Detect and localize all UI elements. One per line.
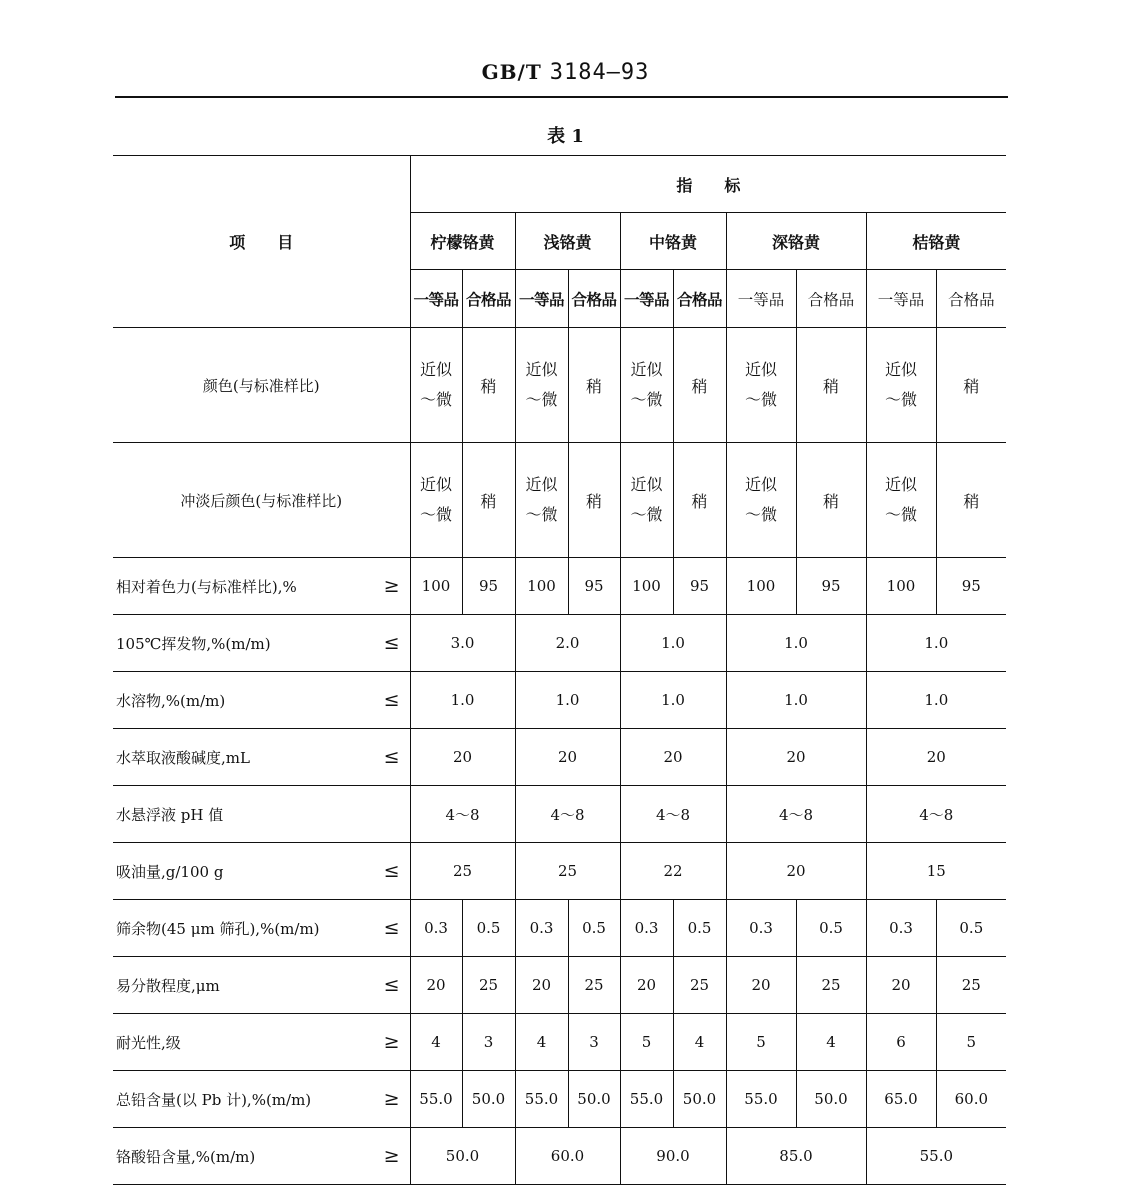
- item-cell: [113, 1071, 410, 1128]
- grade-first: 一等品: [866, 270, 936, 328]
- value-cell: [866, 443, 936, 558]
- value-line: 近似: [884, 360, 917, 379]
- value-line: 近似: [744, 360, 777, 379]
- value-cell: 65.0: [866, 1071, 936, 1128]
- value-cell: 55.0: [866, 1128, 1006, 1185]
- item-label: 水悬浮液 pH 值: [116, 805, 224, 824]
- value-line: ～微: [884, 390, 917, 409]
- table-row: [113, 1071, 1006, 1128]
- item-cell: [113, 443, 410, 558]
- value-cell: 0.5: [568, 900, 620, 957]
- item-cell: [113, 786, 410, 843]
- item-cell: [113, 843, 410, 900]
- value-cell: 100: [410, 558, 462, 615]
- item-cell: [113, 615, 410, 672]
- value-cell: 0.3: [620, 900, 673, 957]
- value-line: 近似: [419, 475, 452, 494]
- value-cell: 1.0: [620, 615, 726, 672]
- value-cell: 1.0: [866, 615, 1006, 672]
- value-cell: 25: [410, 843, 515, 900]
- table-row: [113, 558, 1006, 615]
- comparison-symbol: ≤: [383, 632, 400, 654]
- value-cell: 0.3: [410, 900, 462, 957]
- value-line: ～微: [525, 390, 558, 409]
- value-line: 近似: [419, 360, 452, 379]
- value-line: ～微: [419, 390, 452, 409]
- value-cell: 5: [936, 1014, 1006, 1071]
- value-cell: 3: [462, 1014, 515, 1071]
- item-label: 相对着色力(与标准样比),%: [116, 577, 297, 596]
- value-cell: 60.0: [936, 1071, 1006, 1128]
- value-cell: 90.0: [620, 1128, 726, 1185]
- value-cell: [515, 443, 568, 558]
- value-line: 近似: [525, 360, 558, 379]
- item-cell: [113, 672, 410, 729]
- value-cell: 4: [796, 1014, 866, 1071]
- product-header: 浅铬黄: [515, 213, 620, 270]
- item-label: 颜色(与标准样比): [202, 376, 320, 395]
- value-line: ～微: [419, 505, 452, 524]
- table-row: [113, 672, 1006, 729]
- value-cell: 3.0: [410, 615, 515, 672]
- value-cell: 95: [462, 558, 515, 615]
- header-rule: [115, 96, 1008, 98]
- value-cell: 20: [515, 729, 620, 786]
- value-cell: 25: [568, 957, 620, 1014]
- value-cell: 85.0: [726, 1128, 866, 1185]
- value-cell: 1.0: [726, 615, 866, 672]
- value-cell: 稍: [462, 328, 515, 443]
- standard-header: [0, 60, 1131, 85]
- item-label: 冲淡后颜色(与标准样比): [180, 491, 343, 510]
- value-cell: 55.0: [515, 1071, 568, 1128]
- value-cell: 0.5: [462, 900, 515, 957]
- comparison-symbol: ≤: [383, 860, 400, 882]
- value-cell: 20: [410, 729, 515, 786]
- value-cell: 2.0: [515, 615, 620, 672]
- value-cell: 50.0: [673, 1071, 726, 1128]
- item-label: 总铅含量(以 Pb 计),%(m/m): [116, 1090, 312, 1109]
- comparison-symbol: ≥: [383, 1031, 400, 1053]
- value-cell: 20: [726, 957, 796, 1014]
- standard-code: GB/T: [481, 60, 542, 84]
- value-cell: 4～8: [410, 786, 515, 843]
- comparison-symbol: ≤: [383, 974, 400, 996]
- value-cell: 稍: [568, 443, 620, 558]
- value-cell: [410, 443, 462, 558]
- table-row: [113, 328, 1006, 443]
- comparison-symbol: ≤: [383, 917, 400, 939]
- item-label: 吸油量,g/100 g: [116, 862, 224, 881]
- value-cell: 4～8: [726, 786, 866, 843]
- value-cell: 稍: [796, 328, 866, 443]
- value-cell: 20: [515, 957, 568, 1014]
- value-cell: 稍: [673, 328, 726, 443]
- item-cell: [113, 558, 410, 615]
- value-cell: 1.0: [410, 672, 515, 729]
- table-row: [113, 843, 1006, 900]
- item-cell: [113, 1014, 410, 1071]
- value-cell: 95: [568, 558, 620, 615]
- value-cell: 60.0: [515, 1128, 620, 1185]
- table-row: [113, 786, 1006, 843]
- value-cell: 55.0: [620, 1071, 673, 1128]
- value-cell: 25: [673, 957, 726, 1014]
- value-line: ～微: [525, 505, 558, 524]
- product-header: 中铬黄: [620, 213, 726, 270]
- table-row: [113, 957, 1006, 1014]
- item-label: 105℃挥发物,%(m/m): [116, 634, 271, 653]
- item-cell: [113, 900, 410, 957]
- product-header: 深铬黄: [726, 213, 866, 270]
- grade-first: 一等品: [410, 270, 462, 328]
- table-row: [113, 615, 1006, 672]
- value-cell: 20: [866, 729, 1006, 786]
- table-row: [113, 443, 1006, 558]
- value-cell: 95: [936, 558, 1006, 615]
- value-cell: 0.5: [936, 900, 1006, 957]
- value-cell: 25: [796, 957, 866, 1014]
- value-cell: 3: [568, 1014, 620, 1071]
- item-label: 耐光性,级: [116, 1033, 181, 1052]
- item-cell: [113, 729, 410, 786]
- table-row: [113, 1014, 1006, 1071]
- value-line: 近似: [744, 475, 777, 494]
- item-cell: [113, 957, 410, 1014]
- grade-qualified: 合格品: [462, 270, 515, 328]
- specification-table: [113, 155, 1006, 1185]
- value-cell: 100: [515, 558, 568, 615]
- value-cell: [866, 328, 936, 443]
- grade-first: 一等品: [726, 270, 796, 328]
- value-cell: 20: [726, 843, 866, 900]
- value-cell: [620, 443, 673, 558]
- value-cell: 4: [673, 1014, 726, 1071]
- item-label: 易分散程度,μm: [116, 976, 220, 995]
- value-cell: 95: [796, 558, 866, 615]
- value-cell: 1.0: [620, 672, 726, 729]
- value-line: ～微: [744, 390, 777, 409]
- value-cell: 5: [620, 1014, 673, 1071]
- value-cell: 95: [673, 558, 726, 615]
- value-line: 近似: [525, 475, 558, 494]
- value-cell: 50.0: [410, 1128, 515, 1185]
- value-cell: 4: [410, 1014, 462, 1071]
- value-cell: 6: [866, 1014, 936, 1071]
- value-cell: 50.0: [796, 1071, 866, 1128]
- comparison-symbol: ≥: [383, 575, 400, 597]
- value-cell: 20: [620, 729, 726, 786]
- value-cell: 0.5: [673, 900, 726, 957]
- value-cell: 55.0: [410, 1071, 462, 1128]
- value-line: 近似: [884, 475, 917, 494]
- value-cell: 20: [410, 957, 462, 1014]
- value-cell: 50.0: [462, 1071, 515, 1128]
- value-cell: 55.0: [726, 1071, 796, 1128]
- value-cell: 50.0: [568, 1071, 620, 1128]
- value-cell: 0.3: [726, 900, 796, 957]
- value-cell: 5: [726, 1014, 796, 1071]
- table-row: [113, 900, 1006, 957]
- value-line: 近似: [630, 360, 663, 379]
- value-cell: 稍: [796, 443, 866, 558]
- value-line: ～微: [630, 390, 663, 409]
- value-cell: 4～8: [866, 786, 1006, 843]
- grade-qualified: 合格品: [673, 270, 726, 328]
- comparison-symbol: ≤: [383, 689, 400, 711]
- item-header: 项 目: [113, 156, 410, 328]
- value-cell: [726, 443, 796, 558]
- value-cell: 100: [726, 558, 796, 615]
- value-cell: 稍: [462, 443, 515, 558]
- item-label: 铬酸铅含量,%(m/m): [116, 1147, 256, 1166]
- grade-qualified: 合格品: [568, 270, 620, 328]
- value-cell: 0.3: [866, 900, 936, 957]
- value-cell: 25: [515, 843, 620, 900]
- table-row: [113, 1128, 1006, 1185]
- item-label: 水萃取液酸碱度,mL: [116, 748, 250, 767]
- value-line: ～微: [744, 505, 777, 524]
- value-cell: 20: [726, 729, 866, 786]
- value-cell: 0.5: [796, 900, 866, 957]
- comparison-symbol: ≥: [383, 1088, 400, 1110]
- item-label: 水溶物,%(m/m): [116, 691, 226, 710]
- value-cell: 1.0: [726, 672, 866, 729]
- value-cell: [726, 328, 796, 443]
- value-line: ～微: [884, 505, 917, 524]
- value-cell: 稍: [673, 443, 726, 558]
- value-cell: 20: [866, 957, 936, 1014]
- value-cell: 1.0: [866, 672, 1006, 729]
- product-header: 柠檬铬黄: [410, 213, 515, 270]
- indicator-header: 指 标: [410, 156, 1006, 213]
- value-cell: 20: [620, 957, 673, 1014]
- value-cell: 100: [620, 558, 673, 615]
- value-line: ～微: [630, 505, 663, 524]
- table-caption: 表 1: [547, 126, 584, 147]
- value-cell: 100: [866, 558, 936, 615]
- value-cell: 稍: [568, 328, 620, 443]
- grade-first: 一等品: [515, 270, 568, 328]
- value-cell: 4～8: [620, 786, 726, 843]
- value-cell: 25: [462, 957, 515, 1014]
- product-header: 桔铬黄: [866, 213, 1006, 270]
- value-cell: [620, 328, 673, 443]
- value-cell: [515, 328, 568, 443]
- value-cell: 4: [515, 1014, 568, 1071]
- value-cell: 稍: [936, 328, 1006, 443]
- table-row: [113, 729, 1006, 786]
- grade-qualified: 合格品: [936, 270, 1006, 328]
- standard-number: 3184—93: [549, 60, 650, 85]
- value-cell: 15: [866, 843, 1006, 900]
- value-cell: 25: [936, 957, 1006, 1014]
- value-cell: 22: [620, 843, 726, 900]
- item-cell: [113, 1128, 410, 1185]
- grade-first: 一等品: [620, 270, 673, 328]
- grade-qualified: 合格品: [796, 270, 866, 328]
- value-cell: 4～8: [515, 786, 620, 843]
- item-label: 筛余物(45 μm 筛孔),%(m/m): [116, 919, 320, 938]
- value-cell: [410, 328, 462, 443]
- value-line: 近似: [630, 475, 663, 494]
- comparison-symbol: ≤: [383, 746, 400, 768]
- value-cell: 1.0: [515, 672, 620, 729]
- value-cell: 0.3: [515, 900, 568, 957]
- comparison-symbol: ≥: [383, 1145, 400, 1167]
- item-cell: [113, 328, 410, 443]
- value-cell: 稍: [936, 443, 1006, 558]
